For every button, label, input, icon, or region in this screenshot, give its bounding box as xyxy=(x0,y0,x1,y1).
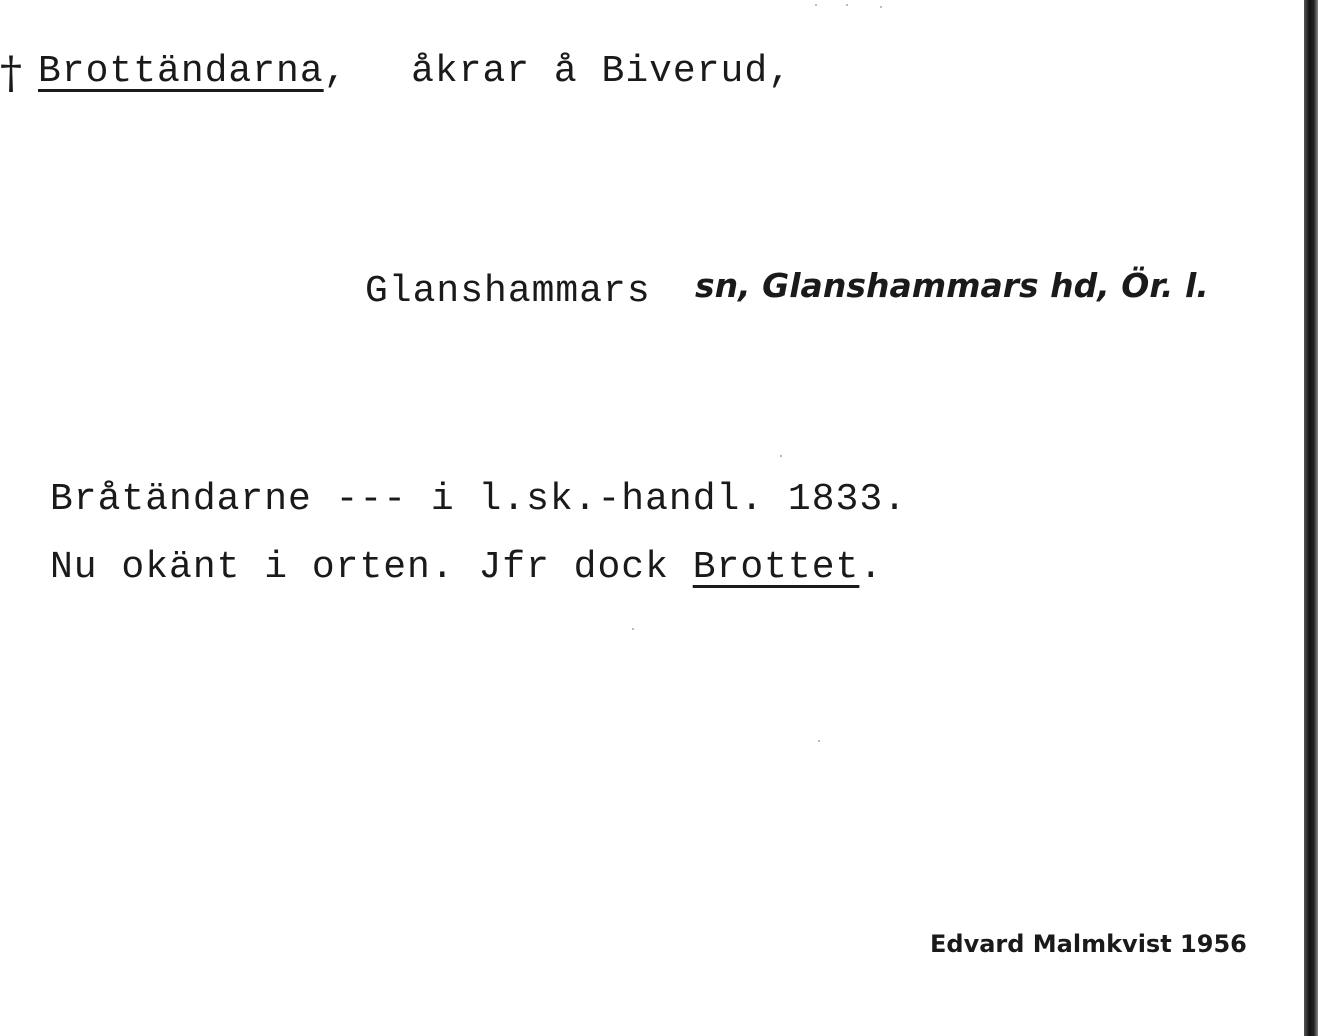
source-line: Bråtändarne --- i l.sk.-handl. 1833. xyxy=(50,478,907,521)
cross-reference: Brottet xyxy=(692,546,860,589)
speck xyxy=(632,628,634,630)
parish-name: Glanshammars xyxy=(365,270,651,313)
card-edge-shadow xyxy=(1304,0,1318,1036)
speck xyxy=(818,740,820,742)
speck xyxy=(846,4,848,6)
description: åkrar å Biverud, xyxy=(411,50,792,93)
headword-line xyxy=(38,50,792,93)
headword: Brottändarna xyxy=(38,50,324,93)
signature: Edvard Malmkvist 1956 xyxy=(930,930,1247,958)
speck xyxy=(880,6,882,8)
speck xyxy=(815,4,817,6)
note-text: Nu okänt i orten. Jfr dock xyxy=(50,546,669,589)
speck xyxy=(780,455,782,457)
parish-suffix: sn, Glanshammars hd, Ör. l. xyxy=(695,266,1209,305)
note-end: . xyxy=(859,546,884,589)
headword-punct: , xyxy=(323,50,348,93)
note-line xyxy=(50,546,883,589)
dagger-mark: † xyxy=(0,48,22,99)
